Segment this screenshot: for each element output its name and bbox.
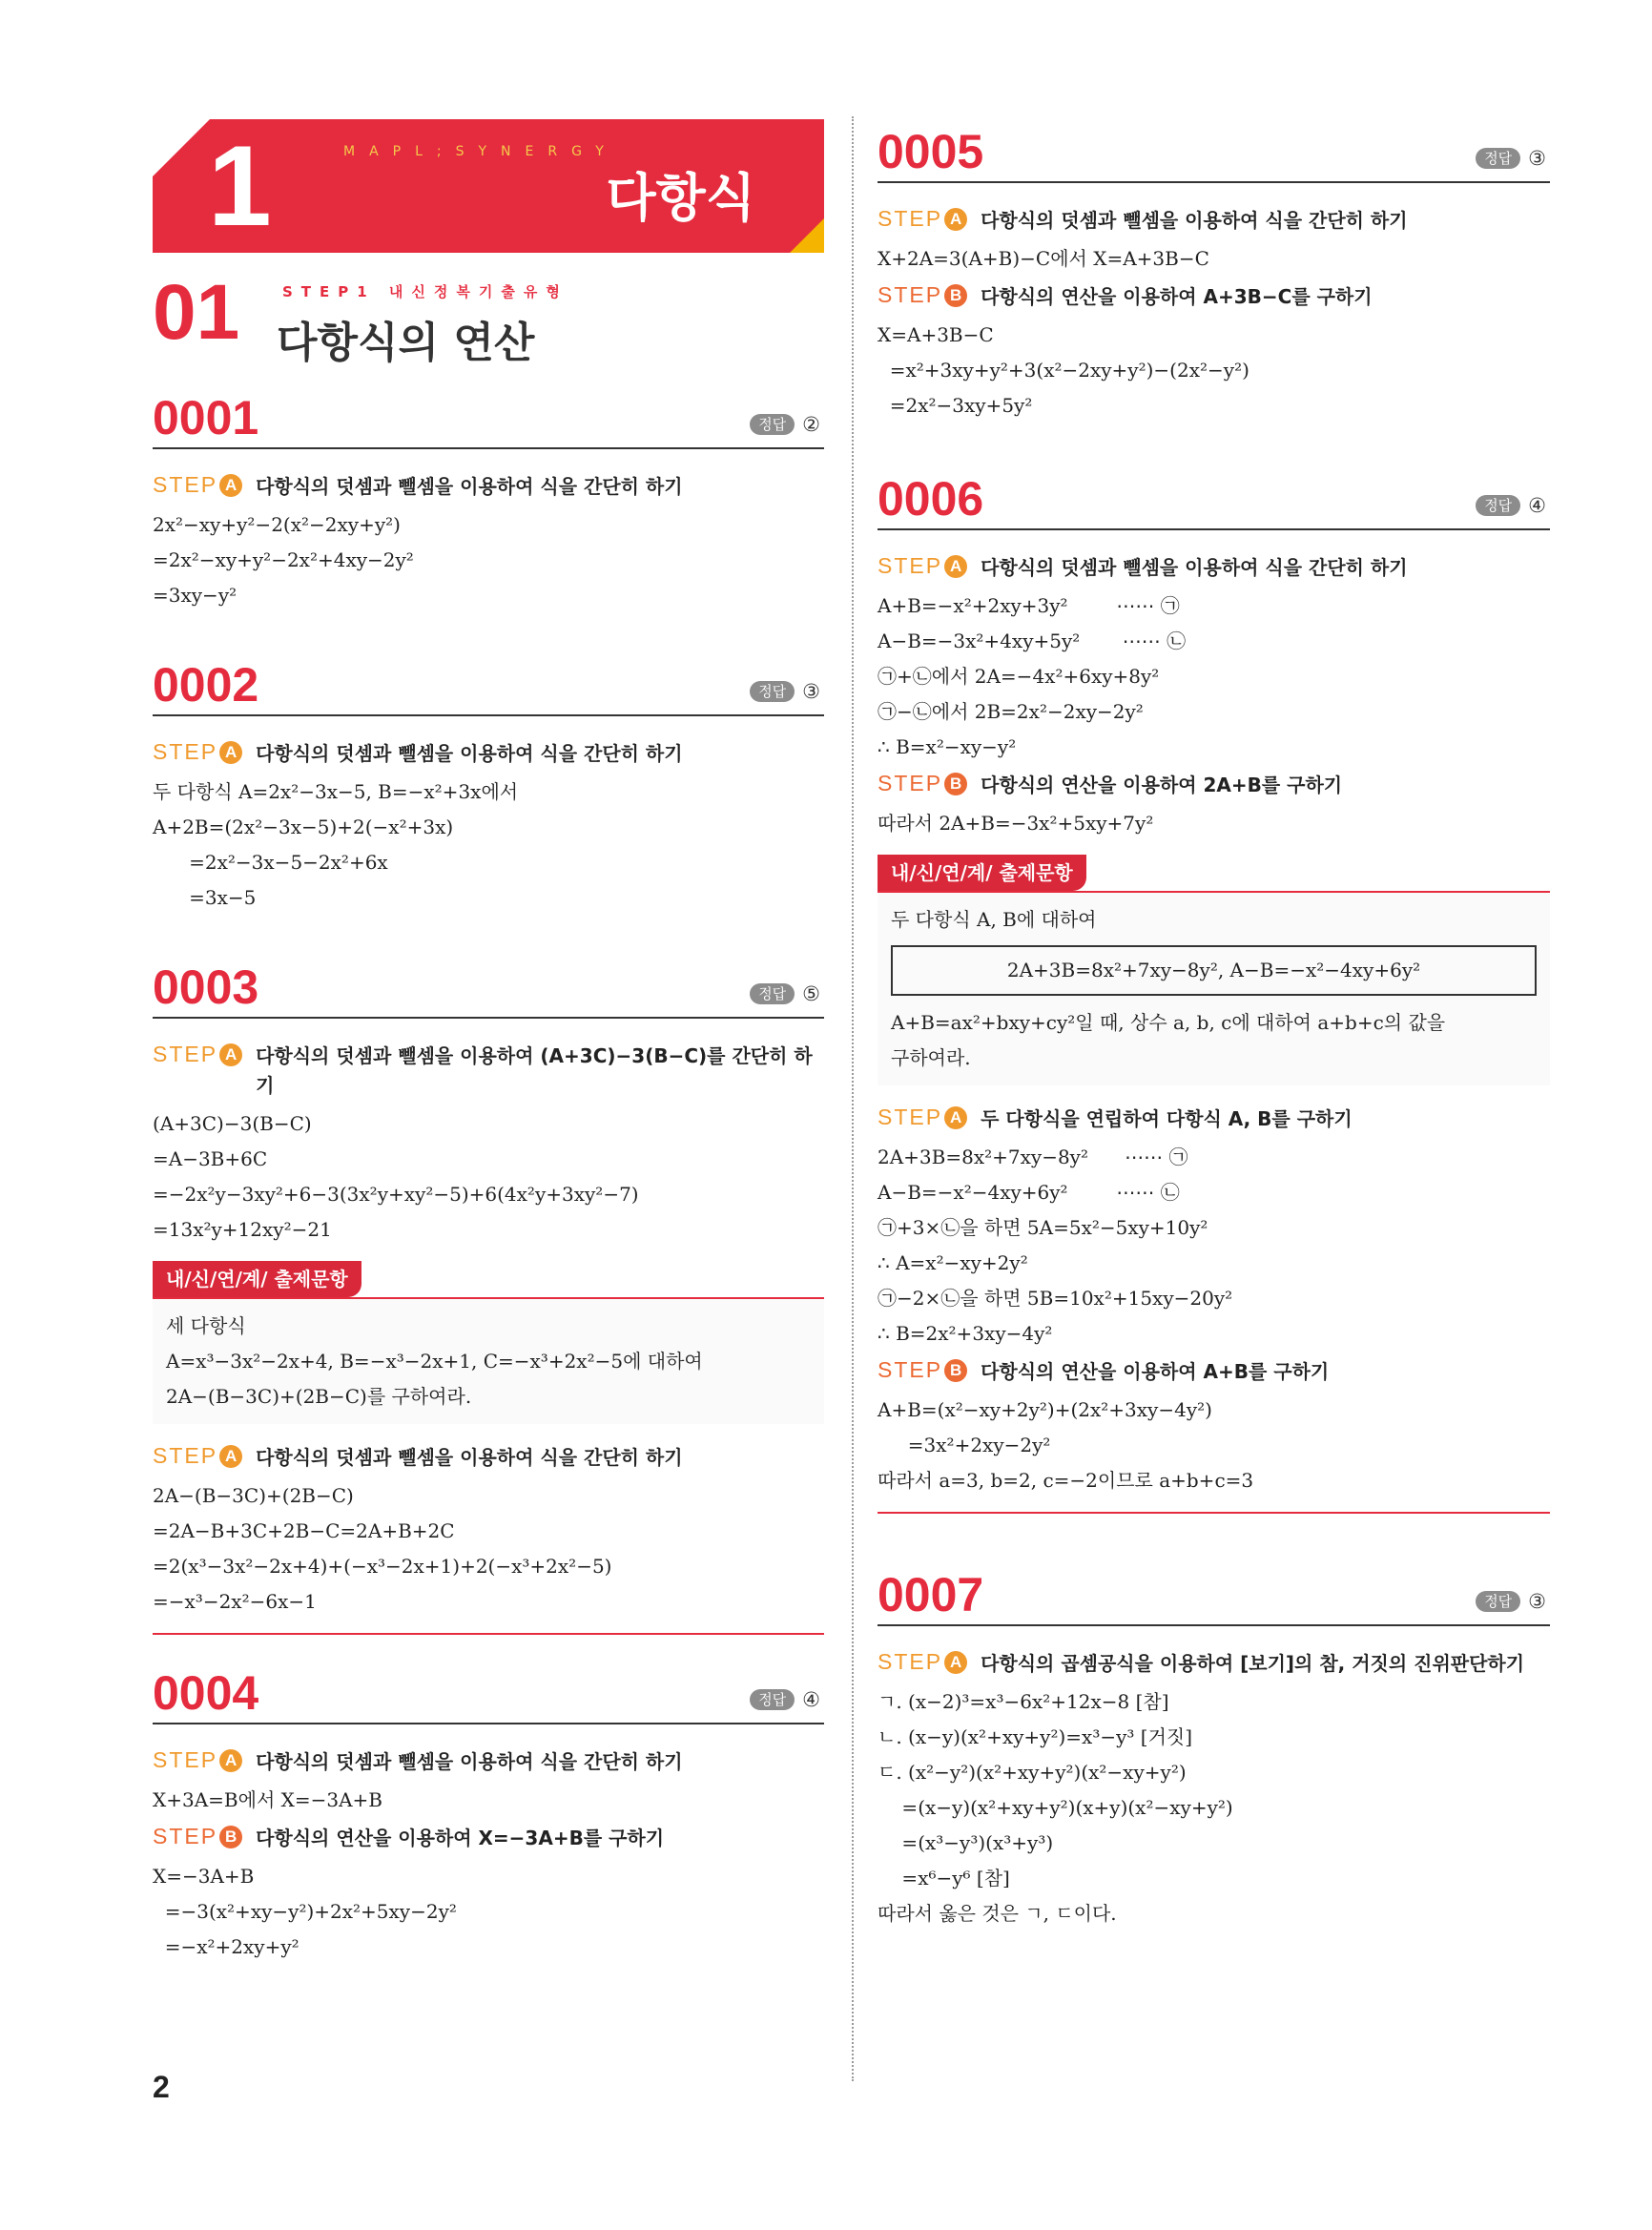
solution-line: =13x²y+12xy²−21 xyxy=(153,1218,332,1241)
step-letter-badge: B xyxy=(944,1359,967,1382)
solution-line: X=−3A+B xyxy=(153,1865,255,1888)
problem-0007 xyxy=(878,1558,1550,1931)
answer-badge: 정답 xyxy=(750,983,795,1004)
problem-body xyxy=(878,183,1550,423)
solution-line: =(x³−y³)(x³+y³) xyxy=(878,1831,1054,1854)
solution-line: =−2x²y−3xy²+6−3(3x²y+xy²−5)+6(4x²y+3xy²−7) xyxy=(153,1183,639,1206)
given-conditions-box: 2A+3B=8x²+7xy−8y², A−B=−x²−4xy+6y² xyxy=(891,945,1537,996)
right-column xyxy=(878,114,1550,1931)
problem-number: 0007 xyxy=(878,1568,984,1621)
problem-header xyxy=(153,648,824,716)
solution-line: =A−3B+6C xyxy=(153,1147,268,1170)
step-a-row xyxy=(878,1649,1550,1679)
step-label: STEP xyxy=(878,1649,943,1674)
solution-line: X+2A=3(A+B)−C에서 X=A+3B−C xyxy=(878,247,1209,270)
chapter-banner xyxy=(153,119,824,253)
step-tag xyxy=(153,739,242,765)
problem-0001 xyxy=(153,381,824,613)
problem-header xyxy=(153,950,824,1019)
step-label: STEP xyxy=(878,1357,943,1382)
linked-question xyxy=(878,855,1550,1514)
problem-number: 0006 xyxy=(878,472,984,526)
step-a-row xyxy=(153,1747,824,1777)
step-tag xyxy=(153,472,242,498)
solution-line: =−3(x²+xy−y²)+2x²+5xy−2y² xyxy=(153,1900,457,1923)
page-number: 2 xyxy=(153,2070,170,2104)
problem-body xyxy=(153,716,824,916)
step-title: 다항식의 연산을 이용하여 A+B를 구하기 xyxy=(981,1360,1330,1383)
left-column xyxy=(153,114,824,1965)
step-letter-badge: A xyxy=(944,208,967,231)
solution-line: ∴ A=x²−xy+2y² xyxy=(878,1251,1028,1274)
solution-line: ㉠−2×㉡을 하면 5B=10x²+15xy−20y² xyxy=(878,1287,1233,1310)
problem-body xyxy=(153,1019,824,1635)
question-line: 2A−(B−3C)+(2B−C)를 구하여라. xyxy=(166,1385,472,1408)
solution-line: =(x−y)(x²+xy+y²)(x+y)(x²−xy+y²) xyxy=(878,1796,1233,1819)
step-label: STEP xyxy=(153,739,218,764)
step-title: 다항식의 곱셈공식을 이용하여 [보기]의 참, 거짓의 진위판단하기 xyxy=(981,1652,1525,1675)
brand-label: MAPL;SYNERGY xyxy=(343,144,618,159)
banner-corner xyxy=(153,119,210,176)
solution-line: 두 다항식 A=2x²−3x−5, B=−x²+3x에서 xyxy=(153,780,519,803)
solution-line: ㉠+㉡에서 2A=−4x²+6xy+8y² xyxy=(878,665,1160,688)
step-title: 다항식의 덧셈과 뺄셈을 이용하여 식을 간단히 하기 xyxy=(981,556,1408,579)
solution-line: =2x²−3x−5−2x²+6x xyxy=(153,851,388,874)
step-a-row xyxy=(153,1443,824,1473)
step-a-row xyxy=(878,553,1550,583)
step-tag xyxy=(878,1105,967,1130)
linked-question-tag: 내/신/연/계/ 출제문항 xyxy=(878,855,1086,891)
solution-line: A+B=(x²−xy+2y²)+(2x²+3xy−4y²) xyxy=(878,1398,1212,1421)
question-line: 구하여라. xyxy=(891,1046,971,1069)
step-b-row xyxy=(878,771,1550,800)
step-letter-badge: B xyxy=(219,1826,242,1848)
answer-badge: 정답 xyxy=(1476,1591,1520,1612)
solution-line: =3x−5 xyxy=(153,886,257,909)
step-title: 다항식의 덧셈과 뺄셈을 이용하여 식을 간단히 하기 xyxy=(256,475,683,498)
answer-value: ② xyxy=(802,413,820,436)
linked-question-bar xyxy=(153,1261,824,1299)
solution-line: =−x³−2x²−6x−1 xyxy=(153,1590,317,1613)
solution-line: 따라서 옳은 것은 ㄱ, ㄷ이다. xyxy=(878,1902,1117,1925)
section-header xyxy=(153,269,824,381)
solution-line: X=A+3B−C xyxy=(878,323,994,346)
solution-line: X+3A=B에서 X=−3A+B xyxy=(153,1788,382,1811)
solution-line: =3x²+2xy−2y² xyxy=(878,1434,1051,1456)
solution-line: =2(x³−3x²−2x+4)+(−x³−2x+1)+2(−x³+2x²−5) xyxy=(153,1555,612,1578)
step-a-row xyxy=(878,1105,1550,1134)
step-label: STEP xyxy=(153,1824,218,1848)
step-tag xyxy=(878,553,967,579)
step-label: STEP xyxy=(878,1105,943,1129)
step-tag xyxy=(153,1824,242,1849)
problem-header xyxy=(878,1558,1550,1626)
linked-question-tag: 내/신/연/계/ 출제문항 xyxy=(153,1261,361,1297)
answer-indicator xyxy=(1476,494,1546,517)
solution-line: =2x²−3xy+5y² xyxy=(878,394,1033,417)
chapter-title: 다항식 xyxy=(606,168,755,228)
problem-header xyxy=(153,381,824,449)
problem-number: 0003 xyxy=(153,960,259,1014)
solution-line: =x⁶−y⁶ [참] xyxy=(878,1867,1010,1889)
step-letter-badge: A xyxy=(219,474,242,497)
step-title: 다항식의 덧셈과 뺄셈을 이용하여 식을 간단히 하기 xyxy=(256,1750,683,1773)
step-title: 다항식의 연산을 이용하여 A+3B−C를 구하기 xyxy=(981,285,1373,308)
step-a-row xyxy=(153,1042,824,1101)
solution-line: =−x²+2xy+y² xyxy=(153,1935,299,1958)
chapter-number: 1 xyxy=(208,122,272,250)
step-tag xyxy=(878,206,967,232)
step-letter-badge: B xyxy=(944,773,967,795)
answer-value: ③ xyxy=(1528,1590,1546,1613)
step-label: STEP xyxy=(153,1443,218,1468)
answer-indicator xyxy=(750,680,820,703)
step-letter-badge: B xyxy=(944,284,967,307)
step-tag xyxy=(878,282,967,308)
solution-line: 따라서 2A+B=−3x²+5xy+7y² xyxy=(878,812,1154,835)
solution-line: =2A−B+3C+2B−C=2A+B+2C xyxy=(153,1519,455,1542)
problem-0002 xyxy=(153,648,824,916)
solution-line: ㉠+3×㉡을 하면 5A=5x²−5xy+10y² xyxy=(878,1216,1208,1239)
answer-badge: 정답 xyxy=(750,681,795,702)
linked-question-bar xyxy=(878,855,1550,893)
problem-body xyxy=(878,1626,1550,1931)
answer-indicator xyxy=(750,1688,820,1711)
step-label: STEP xyxy=(878,771,943,795)
solution-line: 2A−(B−3C)+(2B−C) xyxy=(153,1484,354,1507)
question-line: A=x³−3x²−2x+4, B=−x³−2x+1, C=−x³+2x²−5에 대하여 xyxy=(166,1350,703,1373)
problem-0003 xyxy=(153,950,824,1635)
answer-badge: 정답 xyxy=(1476,148,1520,169)
answer-value: ④ xyxy=(802,1688,820,1711)
linked-end-rule xyxy=(878,1512,1550,1514)
question-line: A+B=ax²+bxy+cy²일 때, 상수 a, b, c에 대하여 a+b+c의 값을 xyxy=(891,1011,1446,1034)
linked-solution xyxy=(878,1085,1550,1498)
solution-line: ㄷ. (x²−y²)(x²+xy+y²)(x²−xy+y²) xyxy=(878,1761,1187,1784)
problem-number: 0005 xyxy=(878,125,984,178)
solution-line: ∴ B=x²−xy−y² xyxy=(878,735,1017,758)
problem-body xyxy=(153,1724,824,1965)
answer-badge: 정답 xyxy=(750,1689,795,1710)
question-line: 두 다항식 A, B에 대하여 xyxy=(891,908,1097,931)
answer-indicator xyxy=(1476,147,1546,170)
solution-line: A+2B=(2x²−3x−5)+2(−x²+3x) xyxy=(153,816,454,838)
step-letter-badge: A xyxy=(219,1043,242,1066)
step-title: 다항식의 덧셈과 뺄셈을 이용하여 식을 간단히 하기 xyxy=(981,209,1408,232)
step-a-row xyxy=(878,206,1550,236)
answer-badge: 정답 xyxy=(750,414,795,435)
section-step-label: STEP1 내신정복기출유형 xyxy=(282,283,568,300)
solution-line: 2x²−xy+y²−2(x²−2xy+y²) xyxy=(153,513,401,536)
step-letter-badge: A xyxy=(219,1749,242,1772)
solution-line: 2A+3B=8x²+7xy−8y² ⋯⋯ ㉠ xyxy=(878,1146,1188,1168)
step-label: STEP xyxy=(153,1747,218,1772)
step-a-row xyxy=(153,472,824,502)
step-letter-badge: A xyxy=(944,1651,967,1674)
problem-body xyxy=(153,449,824,613)
solution-line: A+B=−x²+2xy+3y² ⋯⋯ ㉠ xyxy=(878,594,1180,617)
problem-number: 0002 xyxy=(153,658,259,712)
question-line: 세 다항식 xyxy=(166,1314,246,1337)
answer-indicator xyxy=(750,982,820,1005)
step-b-row xyxy=(153,1824,824,1853)
answer-badge: 정답 xyxy=(1476,495,1520,516)
step-tag xyxy=(878,1357,967,1383)
linked-question-body xyxy=(153,1299,824,1424)
step-tag xyxy=(153,1443,242,1469)
problem-header xyxy=(153,1656,824,1724)
linked-question-body xyxy=(878,893,1550,1085)
problem-header xyxy=(878,462,1550,530)
solution-line: ㄴ. (x−y)(x²+xy+y²)=x³−y³ [거짓] xyxy=(878,1725,1193,1748)
solution-line: 따라서 a=3, b=2, c=−2이므로 a+b+c=3 xyxy=(878,1469,1254,1492)
step-label: STEP xyxy=(878,206,943,231)
answer-value: ③ xyxy=(1528,147,1546,170)
step-letter-badge: A xyxy=(219,1445,242,1468)
step-tag xyxy=(878,1649,967,1675)
step-title: 다항식의 덧셈과 뺄셈을 이용하여 식을 간단히 하기 xyxy=(256,742,683,765)
step-label: STEP xyxy=(153,1042,218,1066)
solution-line: (A+3C)−3(B−C) xyxy=(153,1112,312,1135)
answer-indicator xyxy=(1476,1590,1546,1613)
step-title: 두 다항식을 연립하여 다항식 A, B를 구하기 xyxy=(981,1107,1353,1130)
section-number: 01 xyxy=(153,269,240,356)
answer-indicator xyxy=(750,413,820,436)
problem-header xyxy=(878,114,1550,183)
step-tag xyxy=(153,1747,242,1773)
step-title: 다항식의 연산을 이용하여 X=−3A+B를 구하기 xyxy=(256,1827,665,1849)
section-title: 다항식의 연산 xyxy=(277,319,535,367)
problem-body xyxy=(878,530,1550,1514)
answer-value: ④ xyxy=(1528,494,1546,517)
step-label: STEP xyxy=(153,472,218,497)
answer-value: ③ xyxy=(802,680,820,703)
solution-line: =3xy−y² xyxy=(153,584,237,607)
problem-number: 0001 xyxy=(153,391,259,444)
step-title: 다항식의 연산을 이용하여 2A+B를 구하기 xyxy=(981,774,1343,796)
solution-line: A−B=−x²−4xy+6y² ⋯⋯ ㉡ xyxy=(878,1181,1180,1204)
step-b-row xyxy=(878,282,1550,312)
step-label: STEP xyxy=(878,553,943,578)
step-letter-badge: A xyxy=(944,555,967,578)
problem-0004 xyxy=(153,1656,824,1965)
banner-fold xyxy=(790,218,824,253)
linked-question xyxy=(153,1261,824,1635)
problem-number: 0004 xyxy=(153,1666,259,1720)
step-tag xyxy=(878,771,967,796)
solution-line: ∴ B=2x²+3xy−4y² xyxy=(878,1322,1053,1345)
step-b-row xyxy=(878,1357,1550,1387)
step-title: 다항식의 덧셈과 뺄셈을 이용하여 식을 간단히 하기 xyxy=(256,1446,683,1469)
step-letter-badge: A xyxy=(944,1106,967,1129)
solution-line: A−B=−3x²+4xy+5y² ⋯⋯ ㉡ xyxy=(878,630,1187,652)
solution-line: =x²+3xy+y²+3(x²−2xy+y²)−(2x²−y²) xyxy=(878,359,1249,382)
linked-solution xyxy=(153,1424,824,1620)
solution-line: ㄱ. (x−2)³=x³−6x²+12x−8 [참] xyxy=(878,1690,1169,1713)
step-letter-badge: A xyxy=(219,741,242,764)
step-a-row xyxy=(153,739,824,769)
answer-value: ⑤ xyxy=(802,982,820,1005)
linked-end-rule xyxy=(153,1633,824,1635)
step-label: STEP xyxy=(878,282,943,307)
step-title: 다항식의 덧셈과 뺄셈을 이용하여 (A+3C)−3(B−C)를 간단히 하기 xyxy=(256,1044,813,1097)
column-divider xyxy=(852,116,854,2081)
problem-0005 xyxy=(878,114,1550,423)
solution-line: =2x²−xy+y²−2x²+4xy−2y² xyxy=(153,548,414,571)
solution-line: ㉠−㉡에서 2B=2x²−2xy−2y² xyxy=(878,700,1144,723)
problem-0006 xyxy=(878,462,1550,1514)
step-tag xyxy=(153,1042,242,1067)
